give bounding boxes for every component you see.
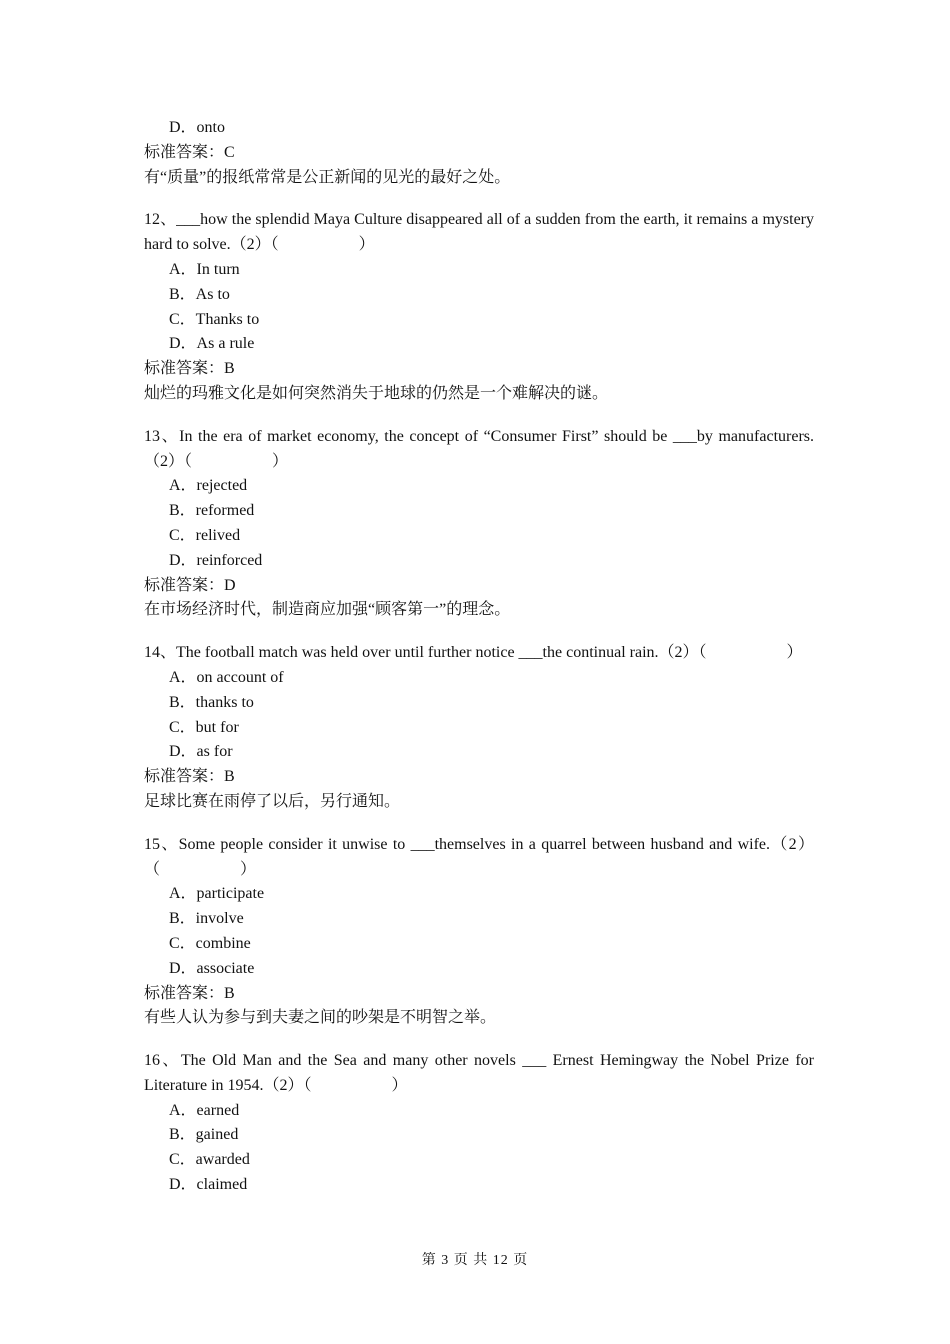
option-b: B．reformed <box>169 502 255 520</box>
answer-translation: 灿烂的玛雅文化是如何突然消失于地球的仍然是一个难解决的谜。 <box>144 384 609 402</box>
option-c: C．relived <box>169 526 241 544</box>
option-d: D．associate <box>169 959 255 977</box>
option-d: D．claimed <box>169 1176 248 1194</box>
question-stem: 15、Some people consider it unwise to ___themselves in a quarrel between husband and wife.（2）（ ） <box>144 835 814 878</box>
question-stem: 13、In the era of market economy, the concept of “Consumer First” should be ___by manufacturers.（2）（ ） <box>144 427 814 470</box>
standard-answer: 标准答案：B <box>144 984 235 1002</box>
answer-translation: 在市场经济时代，制造商应加强“顾客第一”的理念。 <box>144 601 511 619</box>
option-b: B．thanks to <box>169 693 254 711</box>
question-stem: 16、The Old Man and the Sea and many other novels ___ Ernest Hemingway the Nobel Prize for Literature in 1954.（2）（ ） <box>144 1052 818 1094</box>
answer-translation: 有些人认为参与到夫妻之间的吵架是不明智之举。 <box>144 1009 497 1027</box>
question-12 <box>144 208 818 406</box>
option-c: C．Thanks to <box>169 310 260 328</box>
previous-question-tail <box>144 116 814 190</box>
option-b: B．As to <box>169 285 230 303</box>
page-footer: 第 3 页 共 12 页 <box>421 1253 529 1268</box>
option-b: B．involve <box>169 910 244 928</box>
question-16 <box>144 1049 818 1198</box>
option-a: A．on account of <box>169 668 284 686</box>
answer-translation: 有“质量”的报纸常常是公正新闻的见光的最好之处。 <box>144 168 511 186</box>
question-14 <box>144 641 814 815</box>
standard-answer: 标准答案：B <box>144 360 235 378</box>
standard-answer: 标准答案：D <box>144 576 236 594</box>
option-c: C．but for <box>169 718 239 736</box>
option-c: C．awarded <box>169 1151 250 1169</box>
option-d: D．as for <box>169 743 233 761</box>
option-a: A．rejected <box>169 477 248 495</box>
question-15 <box>144 833 814 1031</box>
option-b: B．gained <box>169 1126 239 1144</box>
question-stem: 12、___how the splendid Maya Culture disappeared all of a sudden from the earth, it remains a mystery hard to solve.（2）（ ） <box>144 211 818 254</box>
question-stem: 14、The football match was held over until further notice ___the continual rain.（2）（ ） <box>144 644 803 662</box>
question-13 <box>144 425 814 623</box>
standard-answer: 标准答案：B <box>144 768 235 786</box>
answer-translation: 足球比赛在雨停了以后，另行通知。 <box>144 792 401 810</box>
option-a: A．earned <box>169 1101 240 1119</box>
option-d: D．reinforced <box>169 551 263 569</box>
option-a: A．participate <box>169 885 265 903</box>
option-d: D．As a rule <box>169 335 255 353</box>
option-c: C．combine <box>169 934 251 952</box>
page-content <box>144 116 818 1198</box>
option-a: A．In turn <box>169 260 240 278</box>
standard-answer: 标准答案：C <box>144 143 235 161</box>
option-d: D．onto <box>169 119 226 136</box>
